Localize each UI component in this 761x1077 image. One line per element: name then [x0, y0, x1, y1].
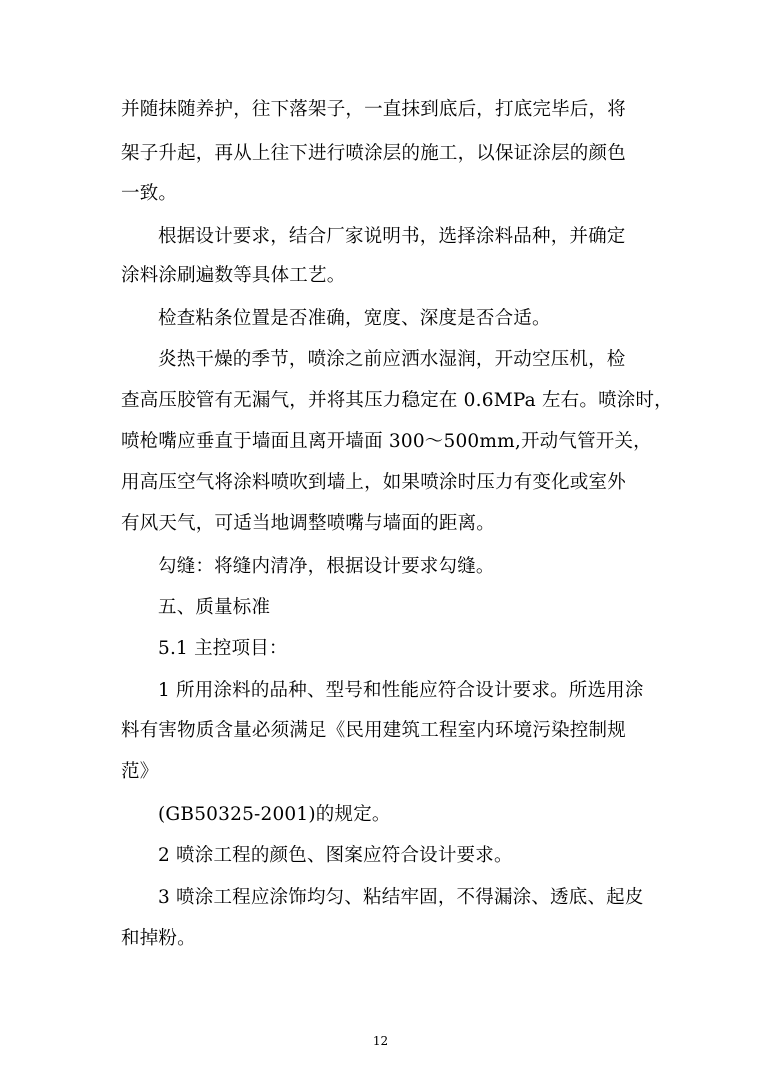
body-line: 和掉粉。 — [121, 928, 196, 949]
body-line: 料有害物质含量必须满足《民用建筑工程室内环境污染控制规 — [121, 720, 626, 741]
body-line: 2 喷涂工程的颜色、图案应符合设计要求。 — [158, 845, 513, 866]
subsection-heading: 5.1 主控项目： — [158, 638, 288, 659]
body-line: 一致。 — [121, 183, 178, 204]
body-line: (GB50325-2001)的规定。 — [158, 804, 391, 825]
body-line: 范》 — [121, 761, 159, 782]
page-number: 12 — [372, 1034, 389, 1048]
body-line: 有风天气，可适当地调整喷嘴与墙面的距离。 — [121, 513, 496, 534]
body-line: 喷枪嘴应垂直于墙面且离开墙面 300～500mm,开动气管开关， — [121, 431, 652, 452]
section-heading: 五、质量标准 — [158, 597, 271, 618]
body-line: 1 所用涂料的品种、型号和性能应符合设计要求。所选用涂 — [158, 680, 644, 701]
body-line: 用高压空气将涂料喷吹到墙上，如果喷涂时压力有变化或室外 — [121, 472, 626, 493]
body-line: 查高压胶管有无漏气，并将其压力稳定在 0.6MPa 左右。喷涂时， — [121, 390, 673, 411]
body-line: 炎热干燥的季节，喷涂之前应洒水湿润，开动空压机，检 — [158, 349, 626, 370]
body-line: 3 喷涂工程应涂饰均匀、粘结牢固，不得漏涂、透底、起皮 — [158, 887, 644, 908]
body-line: 涂料涂刷遍数等具体工艺。 — [121, 265, 346, 286]
body-line: 检查粘条位置是否准确，宽度、深度是否合适。 — [158, 308, 551, 329]
body-line: 勾缝：将缝内清净，根据设计要求勾缝。 — [158, 556, 495, 577]
body-line: 根据设计要求，结合厂家说明书，选择涂料品种，并确定 — [158, 226, 626, 247]
body-line: 架子升起，再从上往下进行喷涂层的施工，以保证涂层的颜色 — [121, 143, 626, 164]
body-line: 并随抹随养护，往下落架子，一直抹到底后，打底完毕后，将 — [121, 99, 626, 120]
